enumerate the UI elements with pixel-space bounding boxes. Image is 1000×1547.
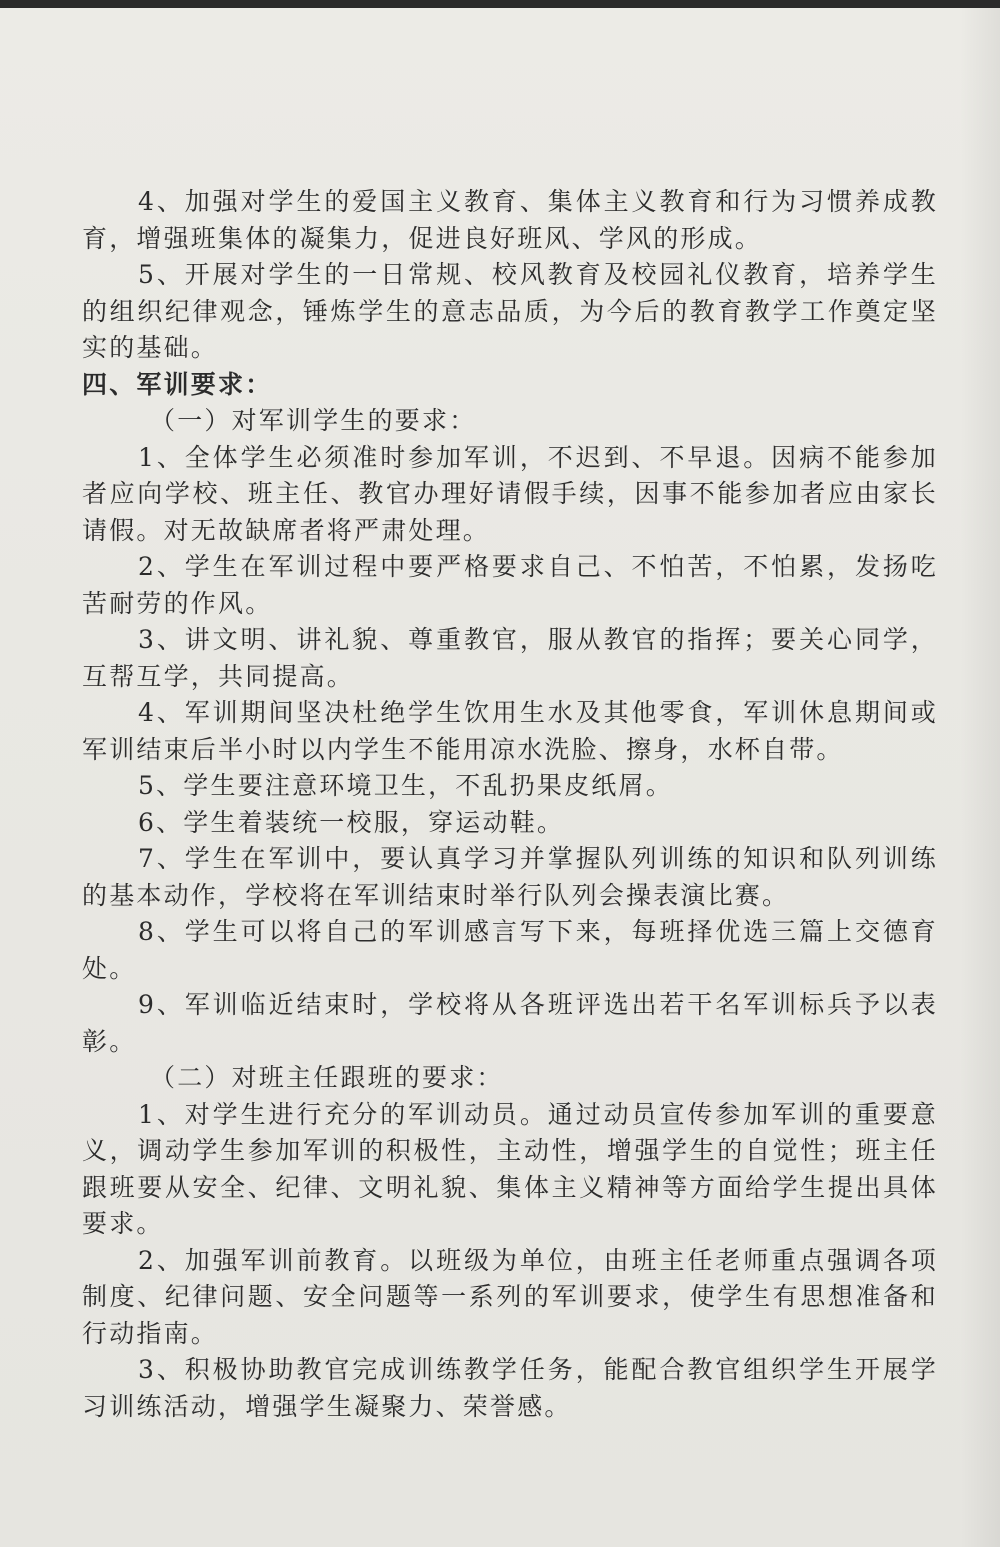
- section-heading-requirements: 四、军训要求：: [82, 369, 273, 399]
- student-requirement-6: 6、学生着装统一校服，穿运动鞋。: [138, 807, 565, 837]
- student-requirement-2: 2、学生在军训过程中要严格要求自己、不怕苦，不怕累，发扬吃苦耐劳的作风。: [82, 552, 938, 618]
- paragraph-4-patriotism: 4、加强对学生的爱国主义教育、集体主义教育和行为习惯养成教育，增强班集体的凝集力，促进良好班风、学风的形成。: [82, 187, 938, 253]
- teacher-requirement-1: 1、对学生进行充分的军训动员。通过动员宣传参加军训的重要意义，调动学生参加军训的积极性，主动性，增强学生的自觉性；班主任跟班要从安全、纪律、文明礼貌、集体主义精神等方面给学生提出具体要求。: [82, 1099, 938, 1238]
- teacher-requirement-2: 2、加强军训前教育。以班级为单位，由班主任老师重点强调各项制度、纪律问题、安全问题等一系列的军训要求，使学生有思想准备和行动指南。: [82, 1245, 938, 1348]
- student-requirement-5: 5、学生要注意环境卫生，不乱扔果皮纸屑。: [138, 771, 673, 800]
- student-requirement-9: 9、军训临近结束时，学校将从各班评选出若干名军训标兵予以表彰。: [82, 990, 938, 1056]
- student-requirement-4: 4、军训期间坚决杜绝学生饮用生水及其他零食，军训休息期间或军训结束后半小时以内学生不能用凉水洗脸、擦身，水杯自带。: [82, 698, 938, 764]
- student-requirement-8: 8、学生可以将自己的军训感言写下来，每班择优选三篇上交德育处。: [82, 917, 938, 983]
- paragraph-5-routine: 5、开展对学生的一日常规、校风教育及校园礼仪教育，培养学生的组织纪律观念，锤炼学生的意志品质，为今后的教育教学工作奠定坚实的基础。: [82, 260, 938, 362]
- student-requirement-7: 7、学生在军训中，要认真学习并掌握队列训练的知识和队列训练的基本动作，学校将在军训结束时举行队列会操表演比赛。: [82, 844, 938, 910]
- student-requirement-1: 1、全体学生必须准时参加军训，不迟到、不早退。因病不能参加者应向学校、班主任、教官办理好请假手续，因事不能参加者应由家长请假。对无故缺席者将严肃处理。: [82, 442, 938, 545]
- subsection-heading-students: （一）对军训学生的要求：: [150, 406, 477, 435]
- subsection-heading-teachers: （二）对班主任跟班的要求：: [150, 1063, 504, 1092]
- teacher-requirement-3: 3、积极协助教官完成训练教学任务，能配合教官组织学生开展学习训练活动，增强学生凝聚力、荣誉感。: [82, 1355, 938, 1421]
- student-requirement-3: 3、讲文明、讲礼貌、尊重教官，服从教官的指挥；要关心同学，互帮互学，共同提高。: [82, 625, 938, 691]
- document-page: [0, 8, 1000, 1547]
- document-body: [82, 184, 938, 1425]
